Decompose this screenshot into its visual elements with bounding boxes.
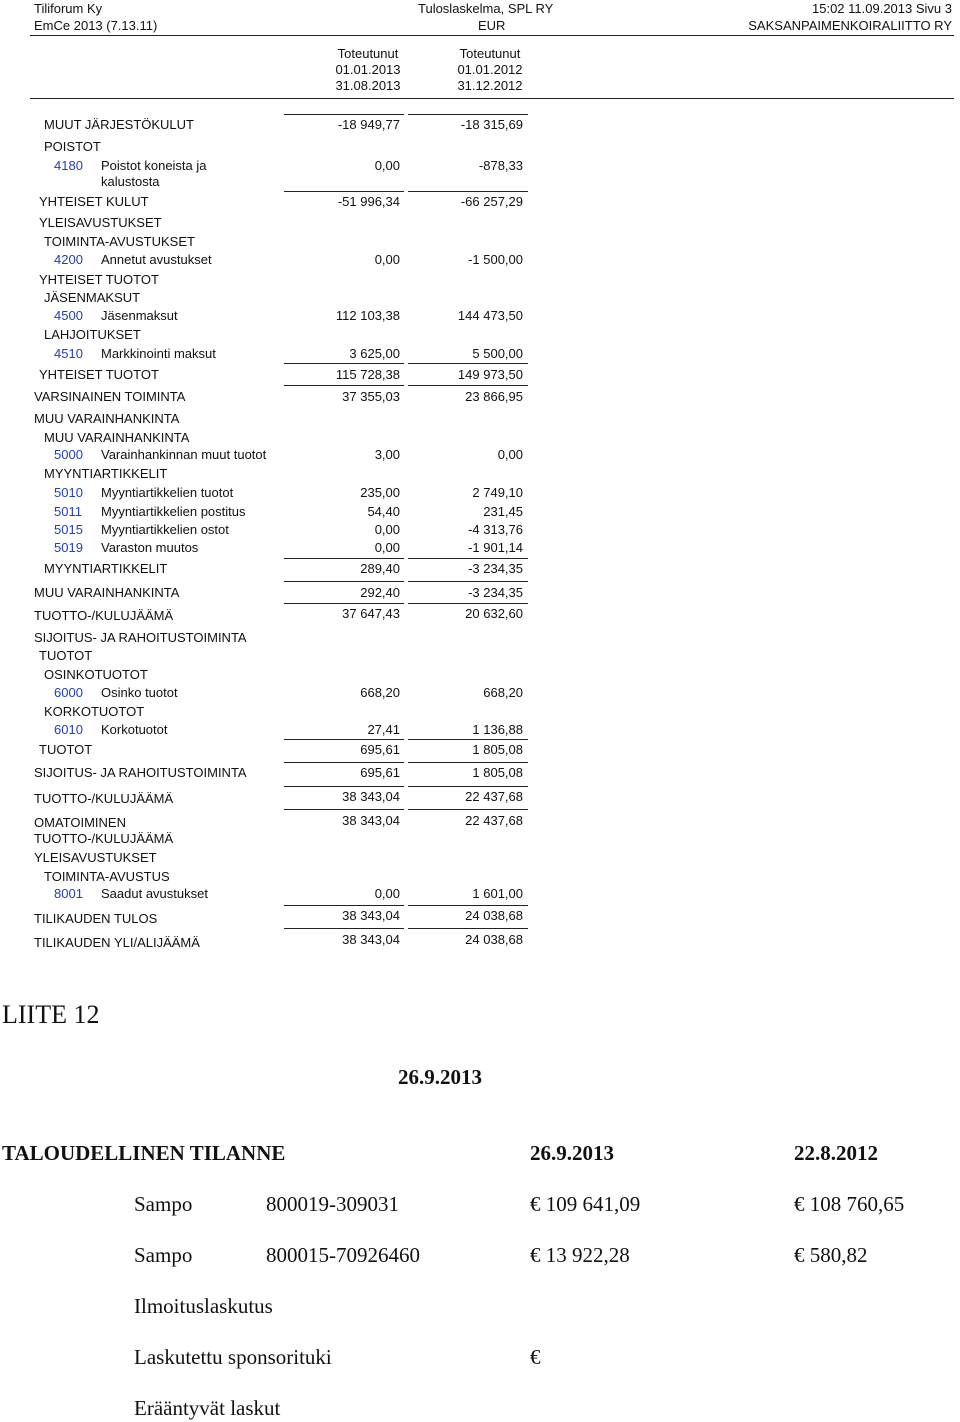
report-row: MUU VARAINHANKINTA 292,40 -3 234,35 (34, 585, 523, 600)
item-sponsor: Laskutettu sponsorituki (134, 1345, 332, 1369)
rule (284, 762, 404, 763)
report-row: SIJOITUS- JA RAHOITUSTOIMINTA 695,61 1 805,08 (34, 765, 523, 780)
report-row: 5000 Varainhankinnan muut tuotot 3,00 0,00 (54, 447, 523, 462)
report-row: TUOTTO-/KULUJÄÄMÄ (34, 831, 174, 846)
rule (408, 928, 528, 929)
rule (284, 363, 404, 364)
section-title: TALOUDELLINEN TILANNE (2, 1141, 286, 1165)
rule (408, 809, 528, 810)
rule (284, 558, 404, 559)
report-row: TOIMINTA-AVUSTUKSET (44, 234, 195, 249)
company-name: Tiliforum Ky (34, 1, 103, 16)
rule (284, 786, 404, 787)
balance-previous: € 580,82 (794, 1243, 868, 1267)
report-row: 8001 Saadut avustukset 0,00 1 601,00 (54, 886, 523, 901)
report-row: TUOTTO-/KULUJÄÄMÄ 38 343,04 22 437,68 (34, 789, 523, 806)
column-date-previous: 22.8.2012 (794, 1141, 878, 1165)
report-row: TOIMINTA-AVUSTUS (44, 869, 170, 884)
report-row: 4500 Jäsenmaksut 112 103,38 144 473,50 (54, 308, 523, 323)
rule (284, 581, 404, 582)
report-row: MUU VARAINHANKINTA (44, 430, 190, 445)
report-row: 4200 Annetut avustukset 0,00 -1 500,00 (54, 252, 523, 267)
organization-name: SAKSANPAIMENKOIRALIITTO RY (748, 18, 952, 33)
report-row: YHTEISET TUOTOT (39, 272, 159, 287)
document-date: 26.9.2013 (398, 1065, 482, 1089)
rule (284, 928, 404, 929)
report-row: MYYNTIARTIKKELIT (44, 466, 168, 481)
report-row: YLEISAVUSTUKSET (39, 215, 162, 230)
report-row: 6000 Osinko tuotot 668,20 668,20 (54, 685, 523, 700)
report-row: TUOTTO-/KULUJÄÄMÄ 37 647,43 20 632,60 (34, 606, 523, 623)
account-number: 800019-309031 (266, 1192, 399, 1216)
report-row: YHTEISET TUOTOT 115 728,38 149 973,50 (39, 367, 523, 382)
report-row: 5011 Myyntiartikkelien postitus 54,40 231,45 (54, 504, 523, 519)
report-row: JÄSENMAKSUT (44, 290, 141, 305)
rule (408, 762, 528, 763)
report-currency: EUR (478, 18, 506, 33)
report-row: YHTEISET KULUT -51 996,34 -66 257,29 (39, 194, 523, 209)
account-number: 800015-70926460 (266, 1243, 420, 1267)
report-row: 4510 Markkinointi maksut 3 625,00 5 500,00 (54, 346, 523, 361)
report-row: MUUT JÄRJESTÖKULUT -18 949,77 -18 315,69 (44, 117, 523, 132)
rule (284, 603, 404, 604)
rule (408, 114, 528, 115)
item-due-invoices: Erääntyvät laskut (134, 1396, 281, 1420)
report-row: SIJOITUS- JA RAHOITUSTOIMINTA (34, 630, 247, 645)
report-row: MUU VARAINHANKINTA (34, 411, 180, 426)
rule (284, 114, 404, 115)
report-timestamp: 15:02 11.09.2013 Sivu 3 (812, 1, 952, 16)
rule (408, 905, 528, 906)
header-rule (30, 35, 954, 36)
column-date-current: 26.9.2013 (530, 1141, 614, 1165)
rule (408, 786, 528, 787)
rule (408, 739, 528, 740)
report-row: TILIKAUDEN YLI/ALIJÄÄMÄ 38 343,04 24 038,68 (34, 932, 523, 950)
appendix-title: LIITE 12 (2, 1000, 100, 1029)
balance-current: € 109 641,09 (530, 1192, 641, 1216)
rule (284, 739, 404, 740)
report-row: YLEISAVUSTUKSET (34, 850, 157, 865)
report-row: TUOTOT (39, 648, 93, 663)
rule (408, 385, 528, 386)
balance-current: € 13 922,28 (530, 1243, 630, 1267)
report-row: 6010 Korkotuotot 27,41 1 136,88 (54, 722, 523, 737)
report-row: KORKOTUOTOT (44, 704, 145, 719)
balance-previous: € 108 760,65 (794, 1192, 905, 1216)
rule (408, 363, 528, 364)
rule (284, 385, 404, 386)
report-row: 5010 Myyntiartikkelien tuotot 235,00 2 749,10 (54, 485, 523, 500)
report-row: OMATOIMINEN 38 343,04 22 437,68 (34, 813, 523, 830)
report-row: VARSINAINEN TOIMINTA 37 355,03 23 866,95 (34, 389, 523, 404)
report-row: 5015 Myyntiartikkelien ostot 0,00 -4 313,76 (54, 522, 523, 537)
report-row: MYYNTIARTIKKELIT 289,40 -3 234,35 (44, 561, 523, 576)
rule (408, 603, 528, 604)
item-sponsor-value: € (530, 1345, 541, 1369)
report-row: LAHJOITUKSET (44, 327, 141, 342)
report-row: 4180 Poistot koneista ja 0,00 -878,33 (54, 158, 523, 173)
rule (408, 581, 528, 582)
column-header-rule (30, 98, 954, 99)
report-row: 5019 Varaston muutos 0,00 -1 901,14 (54, 540, 523, 555)
report-title: Tuloslaskelma, SPL RY (418, 1, 554, 16)
report-row: POISTOT (44, 139, 101, 154)
item-invoicing: Ilmoituslaskutus (134, 1294, 273, 1318)
report-row: OSINKOTUOTOT (44, 667, 148, 682)
rule (408, 558, 528, 559)
rule (284, 905, 404, 906)
column-header-current: Toteutunut 01.01.2013 31.08.2013 (335, 46, 401, 93)
rule (284, 191, 404, 192)
software-version: EmCe 2013 (7.13.11) (34, 18, 158, 33)
report-row-continuation: kalustosta (101, 174, 160, 189)
rule (284, 809, 404, 810)
report-row: TUOTOT 695,61 1 805,08 (39, 742, 523, 757)
column-header-previous: Toteutunut 01.01.2012 31.12.2012 (457, 46, 523, 93)
bank-name: Sampo (134, 1192, 193, 1216)
rule (408, 191, 528, 192)
bank-name: Sampo (134, 1243, 193, 1267)
report-row: TILIKAUDEN TULOS 38 343,04 24 038,68 (34, 908, 523, 926)
